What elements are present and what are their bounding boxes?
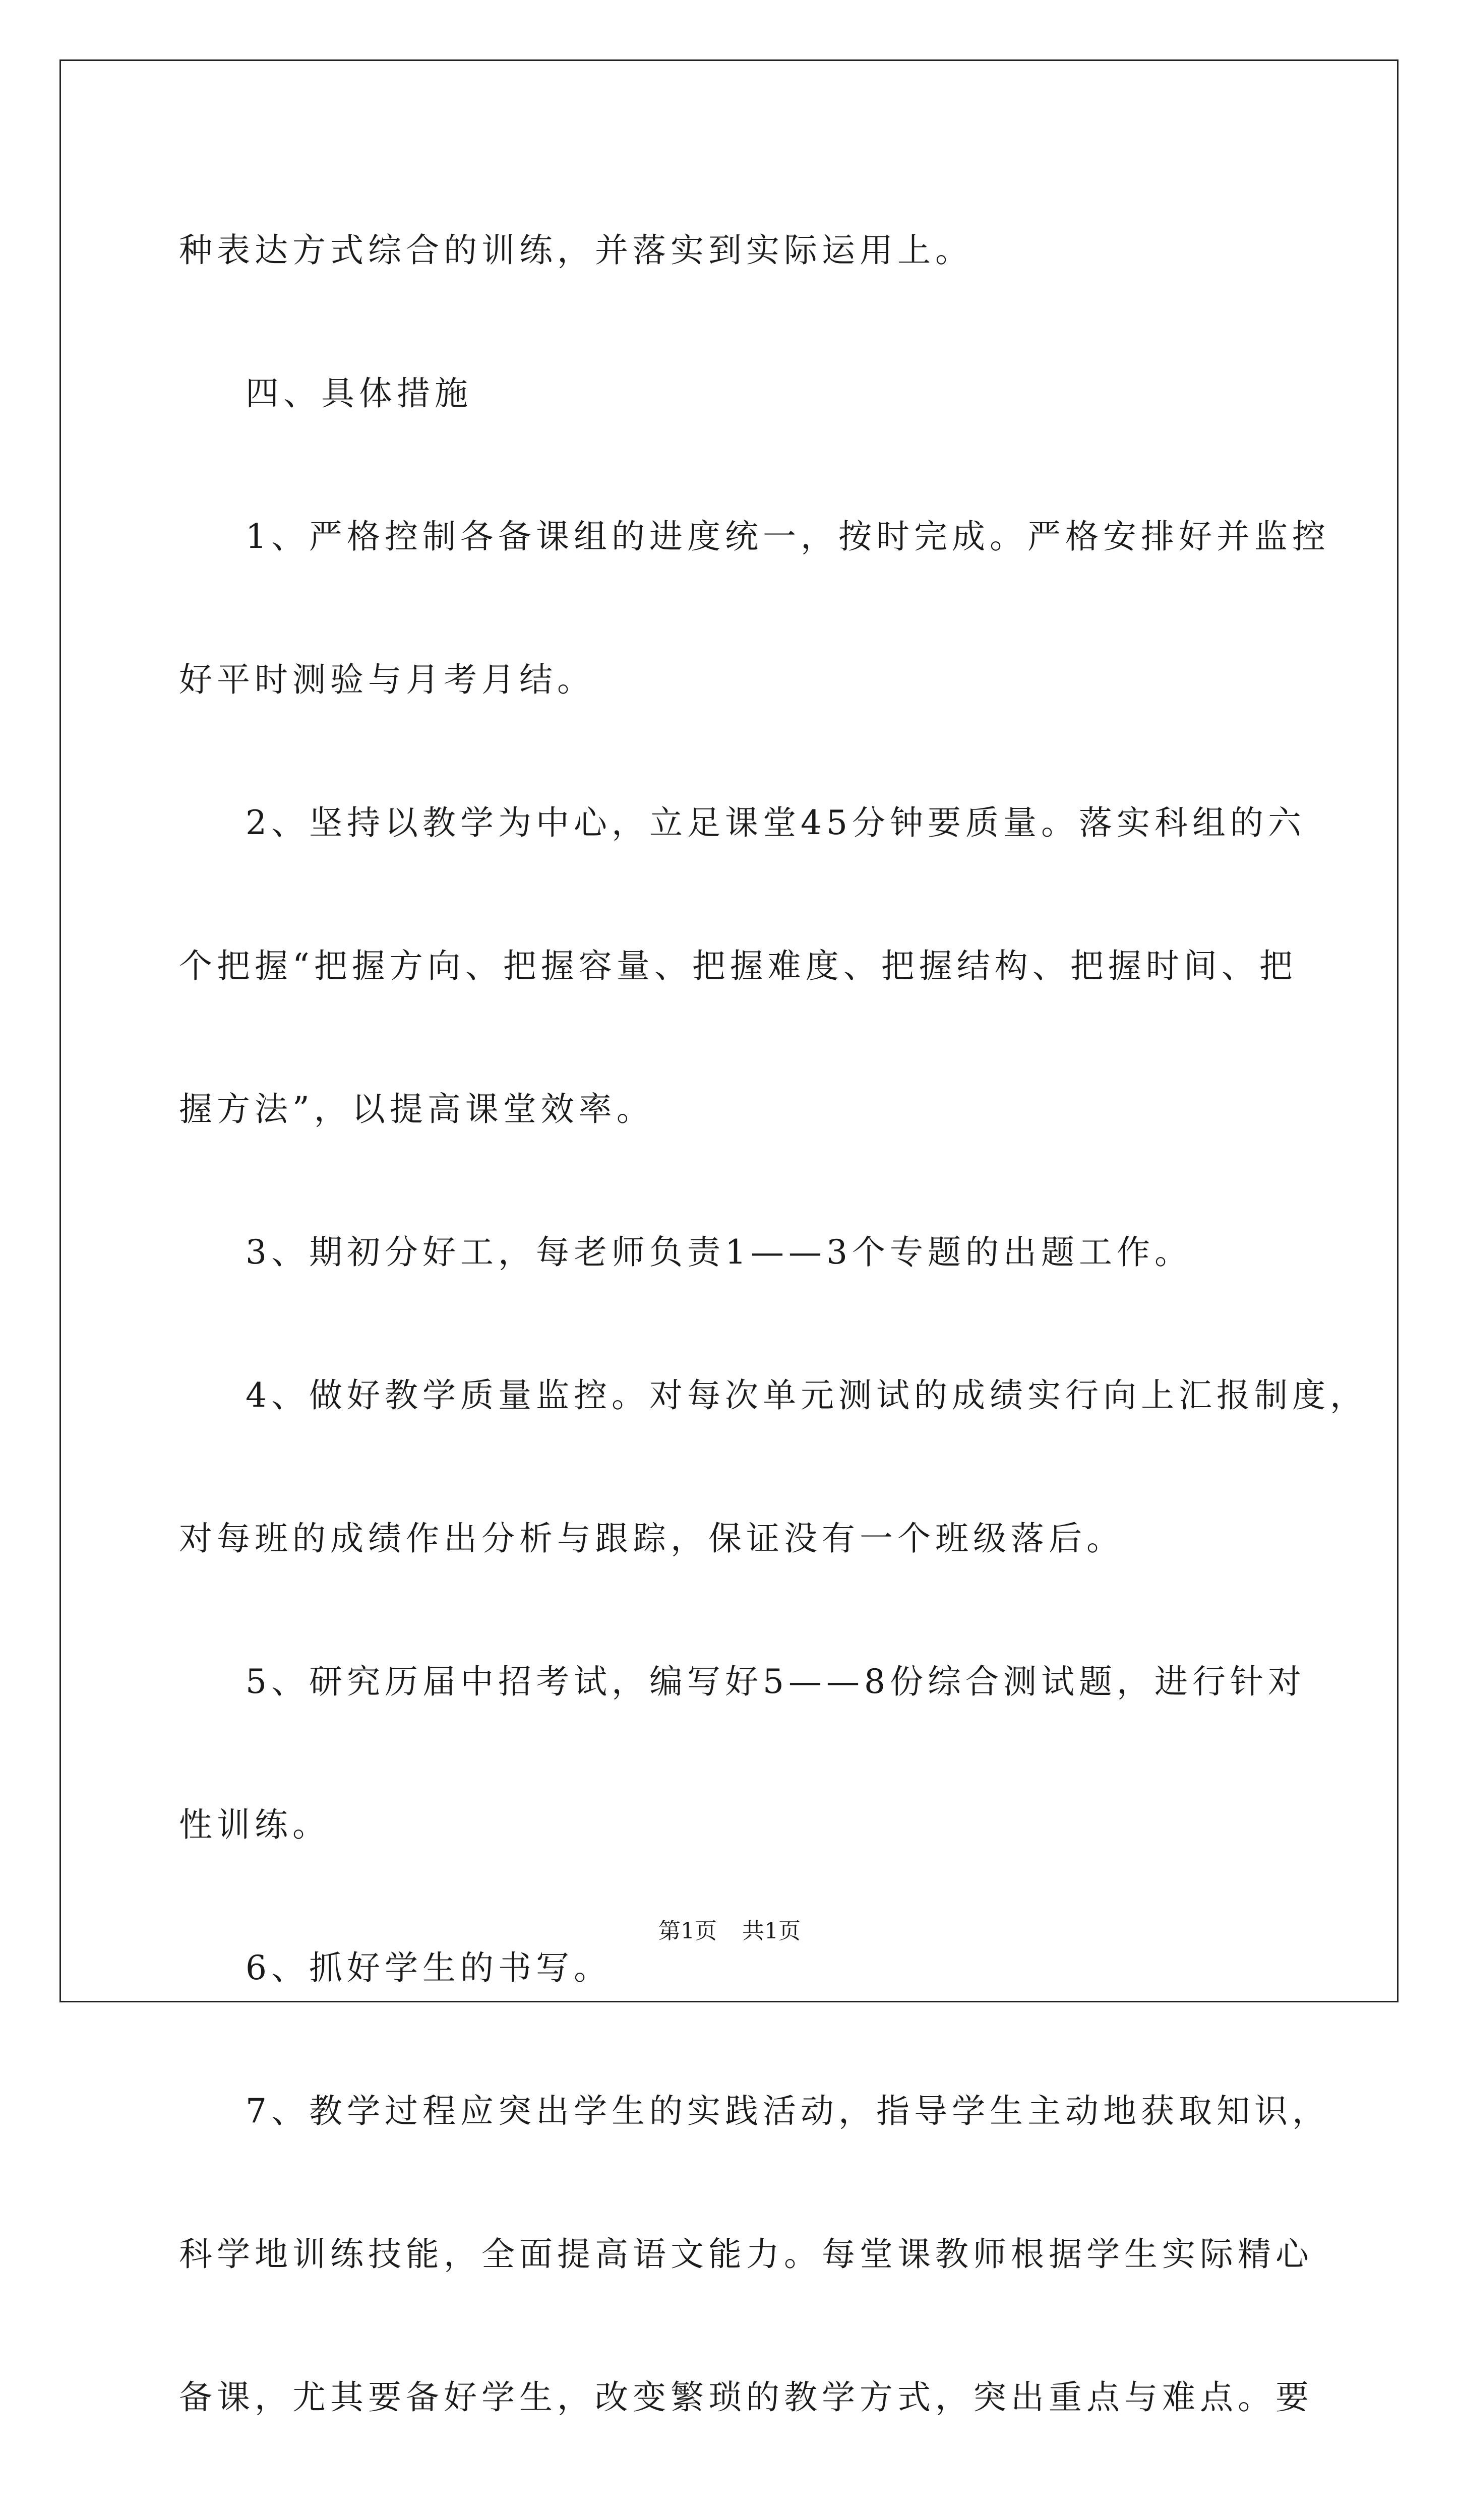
page-footer — [0, 1916, 1459, 1946]
section-heading: 四、具体措施 — [246, 374, 472, 413]
document-body — [179, 179, 1368, 2520]
text-line: 4、做好教学质量监控。对每次单元测试的成绩实行向上汇报制度， — [246, 1376, 1368, 1415]
text-line: 5、研究历届中招考试，编写好5——8份综合测试题，进行针对 — [246, 1662, 1306, 1701]
text-line: 6、抓好学生的书写。 — [246, 1948, 612, 1987]
text-line: 科学地训练技能，全面提高语文能力。每堂课教师根据学生实际精心 — [179, 2235, 1313, 2274]
page-total: 共1页 — [742, 1918, 801, 1944]
text-line: 种表达方式综合的训练，并落实到实际运用上。 — [179, 231, 973, 270]
text-line: 个把握“把握方向、把握容量、把握难度、把握结构、把握时间、把 — [179, 947, 1297, 985]
text-line: 性训练。 — [179, 1805, 330, 1844]
text-line: 3、期初分好工，每老师负责1——3个专题的出题工作。 — [246, 1233, 1192, 1272]
text-line — [179, 2469, 1283, 2520]
text-line: 握方法”，以提高课堂效率。 — [179, 1090, 654, 1128]
text-line: 1、严格控制各备课组的进度统一，按时完成。严格安排好并监控 — [246, 517, 1330, 556]
page-number: 第1页 — [658, 1918, 717, 1944]
text-line: 备课，尤其要备好学生，改变繁琐的教学方式，突出重点与难点。要 — [179, 2378, 1313, 2417]
text-line: 好平时测验与月考月结。 — [179, 660, 595, 699]
text-line: 7、教学过程应突出学生的实践活动，指导学生主动地获取知识， — [246, 2092, 1330, 2130]
text-line: 2、坚持以教学为中心，立足课堂45分钟要质量。落实科组的六 — [246, 803, 1306, 842]
text-line: 对每班的成绩作出分析与跟踪，保证没有一个班级落后。 — [179, 1519, 1124, 1558]
